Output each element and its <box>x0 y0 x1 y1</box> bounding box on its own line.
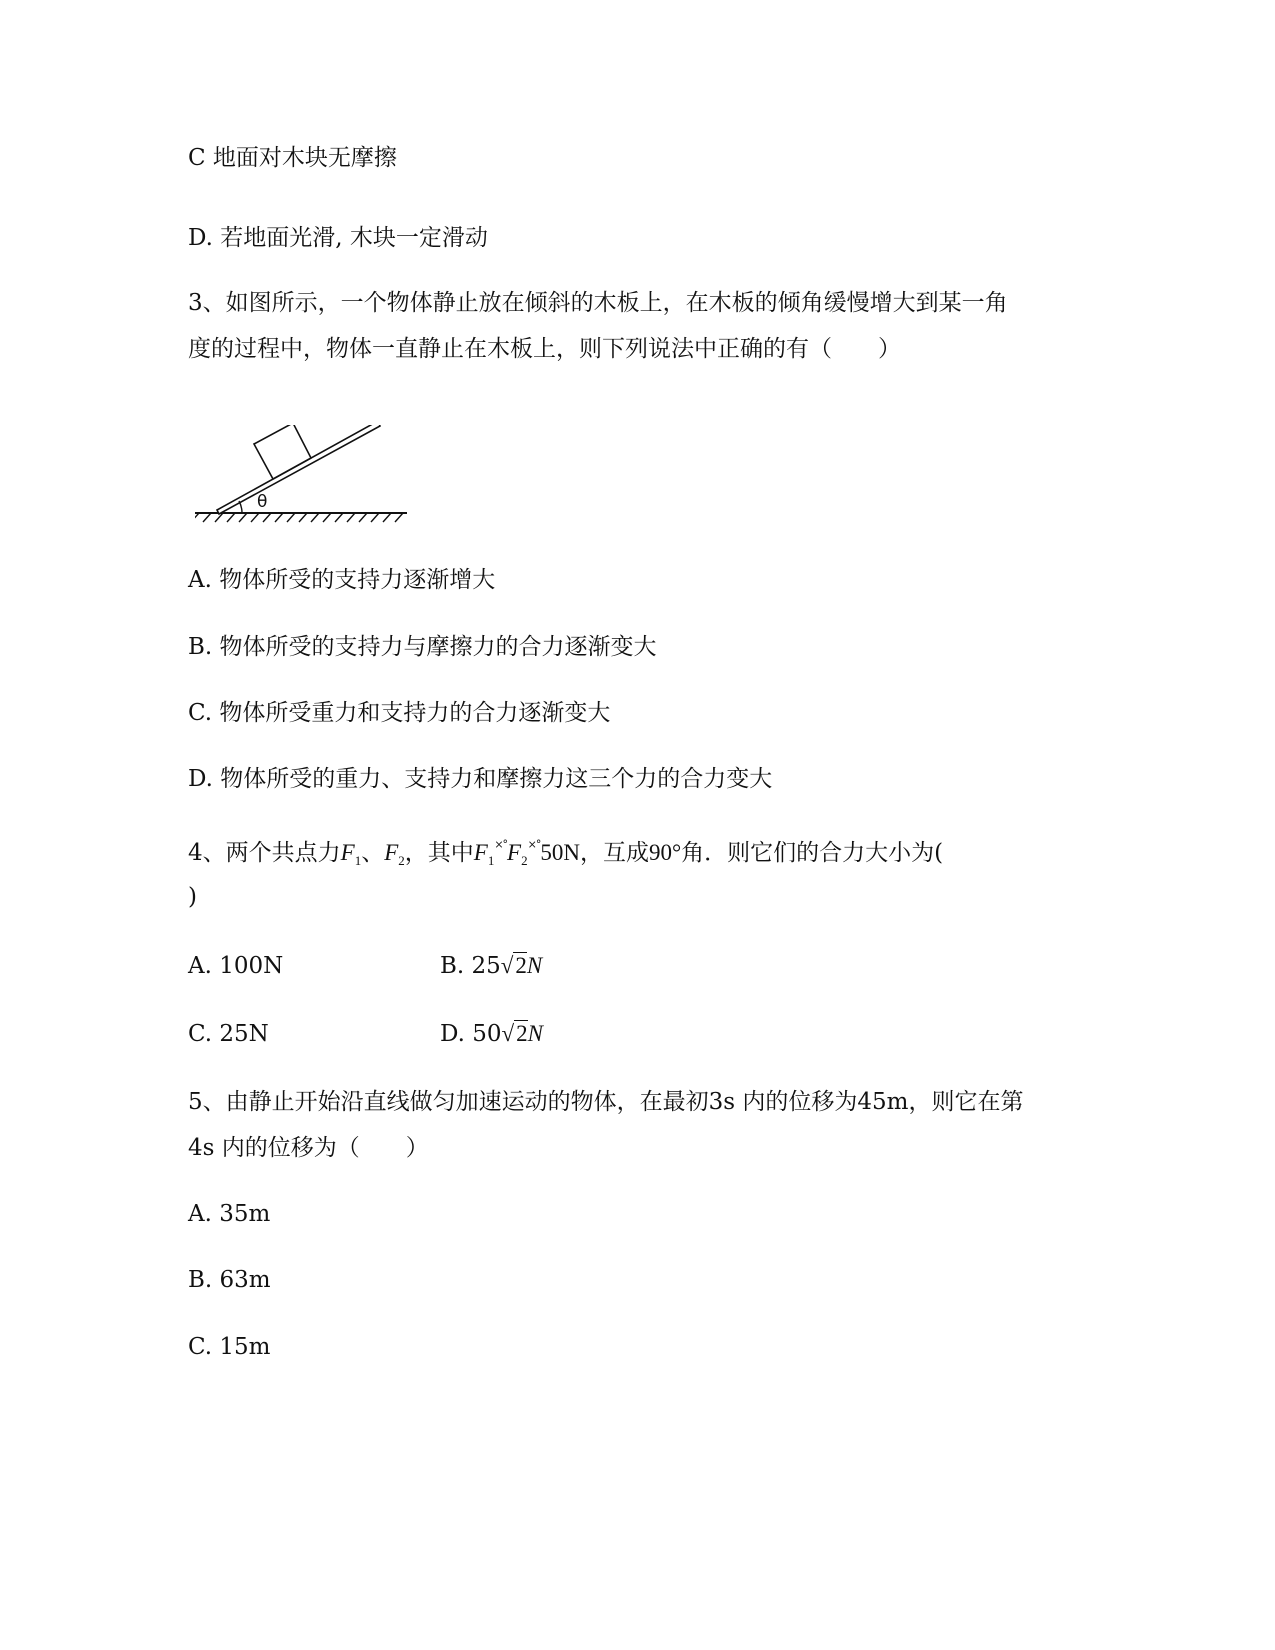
block <box>254 425 311 479</box>
q5-option-c: C. 15m <box>188 1334 271 1360</box>
q3-option-d: D. 物体所受的重力、支持力和摩擦力这三个力的合力变大 <box>188 766 773 792</box>
q4-option-b-unit: N <box>526 953 543 978</box>
q4-garbled-symbol-b: ×° <box>527 838 541 851</box>
q5-stem-line1: 5、由静止开始沿直线做匀加速运动的物体，在最初3s 内的位移为45m，则它在第 <box>188 1089 1024 1115</box>
ground-hatching <box>195 513 403 522</box>
q4-suffix: 角．则它们的合力大小为( <box>681 840 944 866</box>
q4-force-value: 50N <box>540 840 580 865</box>
q4-separator: 、 <box>361 840 385 866</box>
q5-stem-line2: 4s 内的位移为（ ） <box>188 1135 429 1161</box>
q4-f2-symbol-b: F <box>507 840 522 865</box>
q5-option-a: A. 35m <box>188 1201 271 1227</box>
q4-option-b-radicand: 2 <box>515 953 527 978</box>
q5-option-b: B. 63m <box>188 1267 271 1293</box>
q3-option-b: B. 物体所受的支持力与摩擦力的合力逐渐变大 <box>188 634 657 660</box>
q4-option-c: C. 25N <box>188 1021 269 1047</box>
q3-stem-line2: 度的过程中，物体一直静止在木板上，则下列说法中正确的有（ ） <box>188 336 901 362</box>
sqrt-symbol: √2 <box>500 953 527 978</box>
angle-label: θ <box>257 492 268 512</box>
q4-f1-subscript-b: 1 <box>487 853 495 868</box>
angle-arc <box>239 501 242 513</box>
q3-option-a: A. 物体所受的支持力逐渐增大 <box>188 567 496 593</box>
sqrt-symbol: √2 <box>501 1021 528 1046</box>
q4-option-a: A. 100N <box>188 953 284 979</box>
q4-option-b-label: B. 25 <box>440 953 501 979</box>
q4-option-d-unit: N <box>527 1021 543 1046</box>
prev-question-option-c: C 地面对木块无摩擦 <box>188 145 397 171</box>
q4-f1-symbol-b: F <box>473 840 488 865</box>
q3-option-c: C. 物体所受重力和支持力的合力逐渐变大 <box>188 700 611 726</box>
q4-mid: ，其中 <box>404 840 474 866</box>
q4-stem-line2: ) <box>188 884 197 910</box>
q4-after-value: ，互成 <box>579 840 649 866</box>
q4-angle: 90° <box>648 840 682 865</box>
q4-f1-subscript: 1 <box>354 853 362 868</box>
q4-option-b <box>440 951 542 981</box>
q4-f2-subscript: 2 <box>398 853 405 868</box>
q4-option-d-label: D. 50 <box>440 1021 502 1047</box>
q3-stem-line1: 3、如图所示，一个物体静止放在倾斜的木板上，在木板的倾角缓慢增大到某一角 <box>188 290 1008 316</box>
q4-prefix: 4、两个共点力 <box>188 840 341 866</box>
q4-garbled-symbol: ×° <box>494 838 508 851</box>
q4-option-d-radicand: 2 <box>516 1021 528 1046</box>
q4-stem-line1 <box>188 830 943 876</box>
q4-f2-subscript-b: 2 <box>521 853 528 868</box>
prev-question-option-d: D. 若地面光滑, 木块一定滑动 <box>188 225 488 251</box>
q4-option-d <box>440 1019 543 1049</box>
q4-f2-symbol: F <box>384 840 399 865</box>
q4-f1-symbol: F <box>340 840 355 865</box>
incline-figure <box>195 425 425 535</box>
